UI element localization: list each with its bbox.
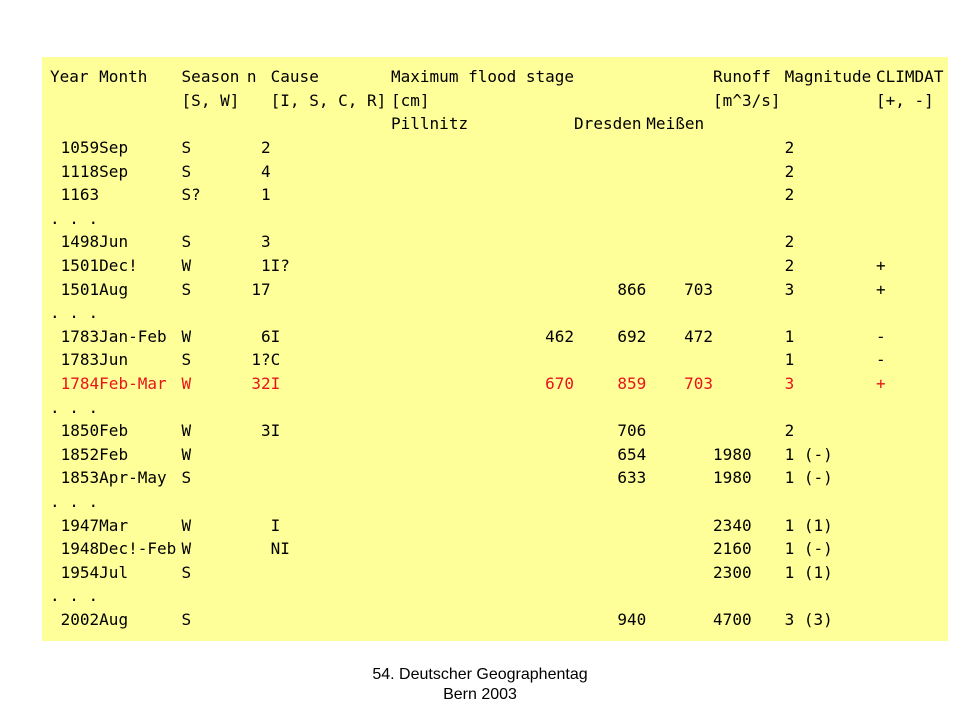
cell-n <box>247 207 271 231</box>
cell-season: W <box>181 374 192 394</box>
cell-runoff <box>713 584 785 608</box>
cell-season: S <box>181 232 192 252</box>
cell-cause: NI <box>270 539 290 559</box>
cell-climdat: - <box>876 350 886 370</box>
cell-meissen: 703 <box>684 279 714 299</box>
header-cell-year <box>50 112 99 136</box>
cell-cause: I? <box>270 256 290 276</box>
cell-dresden <box>574 560 646 584</box>
cell-n: 6 <box>261 326 271 346</box>
cell-runoff <box>713 207 785 231</box>
cell-month: Apr-May <box>99 468 167 488</box>
cell-n <box>247 490 271 514</box>
cell-magnitude <box>785 490 876 514</box>
cell-year: 1954 <box>60 562 100 582</box>
cell-year: 1853 <box>60 468 100 488</box>
cell-climdat <box>876 395 948 419</box>
cell-cause <box>271 395 391 419</box>
cell-month: Jun <box>99 232 129 252</box>
cell-pillnitz <box>391 584 574 608</box>
cell-magnitude: 1 (-) <box>784 539 833 559</box>
flood-history-table <box>50 65 948 631</box>
cell-climdat <box>876 537 948 561</box>
footer-conference: 54. Deutscher Geographentag <box>372 666 588 683</box>
cell-month: Aug <box>99 609 129 629</box>
cell-dresden <box>574 207 646 231</box>
table-row <box>50 348 948 372</box>
cell-year: 1948 <box>60 539 100 559</box>
cell-cause <box>271 560 391 584</box>
table-row <box>50 513 948 537</box>
cell-meissen <box>646 348 713 372</box>
header-cell-n <box>247 89 271 113</box>
cell-year: 1852 <box>60 444 100 464</box>
header-cell-month: Month <box>99 67 148 87</box>
cell-pillnitz <box>391 348 574 372</box>
cell-month: Jan-Feb <box>99 326 167 346</box>
cell-runoff <box>713 136 785 160</box>
cell-month: Aug <box>99 279 129 299</box>
cell-dresden <box>574 301 646 325</box>
cell-runoff <box>713 395 785 419</box>
cell-season: S <box>181 562 192 582</box>
cell-year: 1783 <box>60 326 100 346</box>
table-row <box>50 183 948 207</box>
cell-month: Mar <box>99 515 129 535</box>
cell-season: S <box>181 138 192 158</box>
cell-magnitude: 2 <box>784 185 795 205</box>
header-cell-month <box>99 112 181 136</box>
cell-climdat <box>876 301 948 325</box>
cell-meissen <box>646 584 713 608</box>
cell-n: 4 <box>261 161 271 181</box>
cell-climdat <box>876 136 948 160</box>
header-cell-season: [S, W] <box>181 90 240 110</box>
header-cell-magnitude <box>785 112 876 136</box>
cell-magnitude: 2 <box>784 138 795 158</box>
cell-pillnitz <box>391 277 574 301</box>
cell-cause: C <box>270 350 281 370</box>
cell-meissen <box>646 159 713 183</box>
cell-n <box>247 513 271 537</box>
cell-year: 1498 <box>60 232 100 252</box>
cell-climdat <box>876 490 948 514</box>
cell-dresden <box>574 348 646 372</box>
cell-meissen <box>646 230 713 254</box>
cell-magnitude: 3 (3) <box>784 609 833 629</box>
cell-meissen <box>646 207 713 231</box>
cell-cause <box>271 183 391 207</box>
cell-month: Feb <box>99 444 129 464</box>
table-row <box>50 608 948 632</box>
cell-magnitude: 1 <box>784 326 795 346</box>
cell-season: S <box>181 279 192 299</box>
cell-month: Jul <box>99 562 129 582</box>
cell-month: Feb-Mar <box>99 374 167 394</box>
header-cell-climdat: CLIMDAT <box>876 67 944 87</box>
cell-magnitude: 1 (1) <box>784 562 833 582</box>
header-cell-dresden: Dresden <box>574 114 642 134</box>
cell-year: . . . <box>50 303 99 323</box>
cell-pillnitz <box>391 419 574 443</box>
cell-n: 1? <box>251 350 271 370</box>
header-cell-year: Year <box>50 67 89 87</box>
cell-meissen <box>646 608 713 632</box>
cell-cause <box>271 159 391 183</box>
cell-pillnitz <box>391 513 574 537</box>
cell-pillnitz <box>391 466 574 490</box>
cell-cause <box>271 443 391 467</box>
header-cell-meissen: Meißen <box>646 114 705 134</box>
cell-month: Sep <box>99 138 129 158</box>
cell-magnitude: 2 <box>784 256 795 276</box>
cell-runoff: 1980 <box>713 468 752 488</box>
cell-n <box>247 443 271 467</box>
header-cell-n: n <box>246 67 257 87</box>
cell-pillnitz <box>391 159 574 183</box>
cell-season: W <box>181 444 192 464</box>
header-cell-meissen <box>646 65 713 89</box>
cell-season: S? <box>181 185 201 205</box>
cell-pillnitz <box>391 230 574 254</box>
header-cell-pillnitz: Maximum flood stage <box>391 67 575 87</box>
table-header <box>50 65 948 136</box>
cell-month: Dec!-Feb <box>99 539 177 559</box>
cell-meissen <box>646 537 713 561</box>
table-row <box>50 325 948 349</box>
cell-magnitude: 2 <box>784 421 795 441</box>
cell-month <box>99 207 181 231</box>
header-cell-season <box>182 112 247 136</box>
cell-climdat <box>876 443 948 467</box>
cell-cause: I <box>270 515 281 535</box>
cell-season <box>182 301 247 325</box>
cell-n <box>247 608 271 632</box>
cell-month <box>99 490 181 514</box>
table-row <box>50 537 948 561</box>
cell-dresden <box>574 395 646 419</box>
cell-runoff: 2300 <box>713 562 752 582</box>
cell-dresden: 866 <box>617 279 647 299</box>
cell-year: 1783 <box>60 350 100 370</box>
cell-magnitude: 1 (-) <box>784 444 833 464</box>
header-cell-runoff: Runoff <box>713 67 771 87</box>
header-cell-meissen <box>646 89 713 113</box>
cell-runoff <box>713 372 785 396</box>
cell-month: Sep <box>99 161 129 181</box>
cell-dresden: 654 <box>617 444 647 464</box>
cell-runoff <box>713 325 785 349</box>
cell-pillnitz: 670 <box>545 374 575 394</box>
cell-season: W <box>181 326 192 346</box>
cell-dresden: 706 <box>617 421 647 441</box>
cell-cause <box>271 277 391 301</box>
header-cell-year <box>50 89 99 113</box>
cell-n <box>247 301 271 325</box>
cell-magnitude <box>785 395 876 419</box>
flood-table-panel <box>42 57 948 641</box>
cell-year: . . . <box>50 491 99 511</box>
cell-season: S <box>181 609 192 629</box>
cell-meissen <box>646 301 713 325</box>
cell-season: W <box>181 515 192 535</box>
cell-dresden: 859 <box>617 374 647 394</box>
cell-season <box>182 395 247 419</box>
cell-pillnitz <box>391 443 574 467</box>
cell-season: W <box>181 421 192 441</box>
ellipsis-row <box>50 395 948 419</box>
cell-n: 1 <box>261 256 271 276</box>
cell-climdat <box>876 560 948 584</box>
cell-cause: I <box>270 421 281 441</box>
header-cell-dresden <box>574 89 646 113</box>
cell-dresden: 940 <box>617 609 647 629</box>
cell-runoff: 4700 <box>713 609 752 629</box>
cell-year: . . . <box>50 397 99 417</box>
cell-n <box>247 584 271 608</box>
cell-month: Jun <box>99 350 129 370</box>
cell-pillnitz <box>391 254 574 278</box>
cell-month <box>99 301 181 325</box>
cell-month <box>99 183 181 207</box>
cell-dresden <box>574 490 646 514</box>
cell-year: 1163 <box>60 185 100 205</box>
cell-dresden: 633 <box>617 468 647 488</box>
cell-dresden <box>574 584 646 608</box>
cell-pillnitz: 462 <box>545 326 575 346</box>
cell-pillnitz <box>391 136 574 160</box>
cell-cause <box>271 230 391 254</box>
cell-n <box>247 395 271 419</box>
cell-runoff: 2160 <box>713 539 752 559</box>
cell-pillnitz <box>391 183 574 207</box>
cell-magnitude <box>785 301 876 325</box>
header-cell-magnitude: Magnitude <box>784 67 872 87</box>
cell-year: 1947 <box>60 515 100 535</box>
header-cell-climdat: [+, -] <box>876 90 934 110</box>
header-cell-n <box>247 112 271 136</box>
cell-season <box>182 207 247 231</box>
cell-runoff <box>713 419 785 443</box>
cell-runoff <box>713 348 785 372</box>
cell-cause <box>271 608 391 632</box>
header-row <box>50 89 948 113</box>
cell-dresden <box>574 136 646 160</box>
header-cell-runoff: [m^3/s] <box>713 90 781 110</box>
table-row-highlighted <box>50 372 948 396</box>
cell-year: 1501 <box>60 256 100 276</box>
cell-cause: I <box>270 326 281 346</box>
cell-cause <box>271 301 391 325</box>
cell-dresden: 692 <box>617 326 647 346</box>
cell-year: 1784 <box>60 374 100 394</box>
cell-n: 32 <box>251 374 271 394</box>
cell-climdat: + <box>876 279 886 299</box>
cell-meissen <box>646 443 713 467</box>
ellipsis-row <box>50 584 948 608</box>
cell-dresden <box>574 159 646 183</box>
cell-meissen <box>646 490 713 514</box>
header-cell-cause: Cause <box>270 67 319 87</box>
cell-climdat <box>876 608 948 632</box>
cell-climdat <box>876 183 948 207</box>
cell-runoff <box>713 301 785 325</box>
cell-runoff: 1980 <box>713 444 752 464</box>
cell-meissen <box>646 395 713 419</box>
cell-season: W <box>181 539 192 559</box>
cell-magnitude: 3 <box>784 374 795 394</box>
cell-magnitude: 3 <box>784 279 795 299</box>
cell-climdat: - <box>876 326 886 346</box>
cell-meissen <box>646 183 713 207</box>
cell-season: S <box>181 468 192 488</box>
cell-magnitude: 1 (-) <box>784 468 833 488</box>
cell-magnitude <box>785 584 876 608</box>
cell-pillnitz <box>391 395 574 419</box>
table-row <box>50 443 948 467</box>
table-row <box>50 230 948 254</box>
cell-dresden <box>574 183 646 207</box>
footer-location-year: Bern 2003 <box>443 686 517 703</box>
cell-dresden <box>574 513 646 537</box>
cell-meissen: 472 <box>684 326 714 346</box>
cell-year: 1501 <box>60 279 100 299</box>
ellipsis-row <box>50 490 948 514</box>
cell-pillnitz <box>391 560 574 584</box>
cell-runoff: 2340 <box>713 515 752 535</box>
cell-year: 1850 <box>60 421 100 441</box>
cell-meissen <box>646 466 713 490</box>
cell-month: Dec! <box>99 256 138 276</box>
cell-meissen <box>646 419 713 443</box>
cell-climdat: + <box>876 374 886 394</box>
cell-season: S <box>181 350 192 370</box>
cell-magnitude: 2 <box>784 232 795 252</box>
table-row <box>50 419 948 443</box>
cell-n: 3 <box>261 421 271 441</box>
cell-n: 17 <box>251 279 271 299</box>
cell-dresden <box>574 537 646 561</box>
cell-year: 1059 <box>60 138 100 158</box>
cell-dresden <box>574 254 646 278</box>
cell-magnitude: 2 <box>784 161 795 181</box>
cell-pillnitz <box>391 537 574 561</box>
cell-meissen <box>646 560 713 584</box>
cell-meissen: 703 <box>684 374 714 394</box>
cell-magnitude: 1 <box>784 350 795 370</box>
table-row <box>50 159 948 183</box>
cell-cause <box>271 466 391 490</box>
cell-cause <box>271 136 391 160</box>
ellipsis-row <box>50 301 948 325</box>
cell-climdat <box>876 207 948 231</box>
header-cell-climdat <box>876 112 948 136</box>
cell-year: . . . <box>50 586 99 606</box>
cell-n <box>247 560 271 584</box>
table-row <box>50 466 948 490</box>
table-row <box>50 254 948 278</box>
cell-climdat <box>876 159 948 183</box>
cell-climdat <box>876 419 948 443</box>
cell-climdat: + <box>876 256 886 276</box>
header-cell-cause <box>271 112 391 136</box>
cell-n: 1 <box>261 185 271 205</box>
table-body <box>50 136 948 631</box>
cell-n: 3 <box>261 232 271 252</box>
cell-runoff <box>713 277 785 301</box>
cell-meissen <box>646 136 713 160</box>
cell-climdat <box>876 466 948 490</box>
cell-n <box>247 466 271 490</box>
header-cell-dresden <box>574 65 646 89</box>
cell-season: S <box>181 161 192 181</box>
cell-pillnitz <box>391 207 574 231</box>
cell-runoff <box>713 183 785 207</box>
header-cell-magnitude <box>785 89 876 113</box>
table-row <box>50 277 948 301</box>
cell-runoff <box>713 254 785 278</box>
cell-cause: I <box>270 374 281 394</box>
cell-runoff <box>713 230 785 254</box>
cell-cause <box>271 207 391 231</box>
cell-season <box>182 490 247 514</box>
cell-season <box>182 584 247 608</box>
header-cell-pillnitz: [cm] <box>391 90 430 110</box>
cell-n: 2 <box>261 138 271 158</box>
cell-n <box>247 537 271 561</box>
header-cell-month <box>99 89 181 113</box>
cell-year: . . . <box>50 208 99 228</box>
cell-climdat <box>876 230 948 254</box>
cell-dresden <box>574 230 646 254</box>
cell-pillnitz <box>391 608 574 632</box>
cell-magnitude: 1 (1) <box>784 515 833 535</box>
header-cell-season: Season <box>181 67 240 87</box>
ellipsis-row <box>50 207 948 231</box>
cell-season: W <box>181 256 192 276</box>
table-row <box>50 136 948 160</box>
cell-meissen <box>646 254 713 278</box>
cell-year: 2002 <box>60 609 100 629</box>
header-row <box>50 65 948 89</box>
header-cell-runoff <box>713 112 785 136</box>
header-row <box>50 112 948 136</box>
cell-magnitude <box>785 207 876 231</box>
cell-month <box>99 584 181 608</box>
cell-runoff <box>713 159 785 183</box>
cell-pillnitz <box>391 301 574 325</box>
cell-cause <box>271 584 391 608</box>
header-cell-pillnitz: Pillnitz <box>391 114 469 134</box>
cell-runoff <box>713 490 785 514</box>
cell-year: 1118 <box>60 161 100 181</box>
cell-month: Feb <box>99 421 129 441</box>
cell-month <box>99 395 181 419</box>
cell-pillnitz <box>391 490 574 514</box>
cell-cause <box>271 490 391 514</box>
table-row <box>50 560 948 584</box>
cell-climdat <box>876 584 948 608</box>
cell-climdat <box>876 513 948 537</box>
header-cell-cause: [I, S, C, R] <box>270 90 387 110</box>
cell-meissen <box>646 513 713 537</box>
